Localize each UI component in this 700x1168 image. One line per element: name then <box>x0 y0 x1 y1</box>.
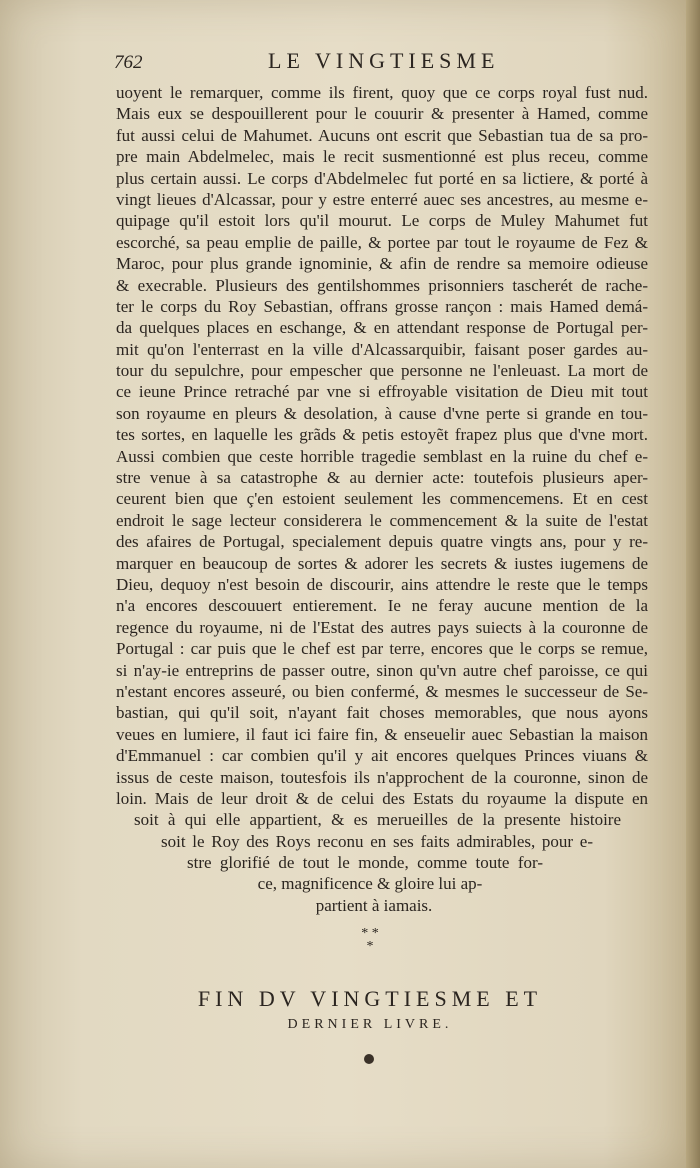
text-line: si n'ay-ie entreprins de passer outre, sinon qu'vn autre chef paroisse, ce qui <box>116 660 648 680</box>
text-line: issus de ceste maison, toutesfois ils n'approchent de la couronne, sinon de <box>116 767 648 787</box>
ink-dot-mark <box>364 1054 374 1064</box>
text-line: regence du royaume, ni de l'Estat des autres pays suiects à la couronne de <box>116 617 648 637</box>
text-line: quipage qu'il estoit lors qu'il mourut. Le corps de Muley Mahumet fut <box>116 211 648 231</box>
text-line: soit à qui elle appartient, & es merueilles de la presente histoire <box>134 810 621 830</box>
text-line: loin. Mais de leur droit & de celui des Estats du royaume la dispute en <box>116 788 648 808</box>
text-line: ceurent bien que ç'en estoient seulement les commencemens. Et en cest <box>116 489 648 509</box>
text-line: & execrable. Plusieurs des gentilshommes prisonniers tascherét de rache- <box>116 275 648 295</box>
text-line: d'Emmanuel : car combien qu'il y ait encores quelques Princes viuans & <box>116 746 648 766</box>
text-line: bastian, qui qu'il soit, n'ayant fait choses memorables, que nous ayons <box>116 703 648 723</box>
text-line: marquer en beaucoup de sortes & adorer les secrets & iustes iugemens de <box>116 553 648 573</box>
text-line: pre main Abdelmelec, mais le recit susmentionné est plus receu, comme <box>116 147 648 167</box>
text-line: n'a encores descouuert entierement. Ie ne feray aucune mention de la <box>116 596 648 616</box>
running-head: LE VINGTIESME <box>268 48 500 73</box>
text-line: partient à iamais. <box>315 895 433 915</box>
colophon-subtitle: DERNIER LIVRE. <box>287 1017 453 1032</box>
text-line: tes sortes, en laquelle les grãds & petis estoyẽt frapez plus que d'vne mort. <box>116 425 648 445</box>
text-line: vingt lieues d'Alcassar, pour y estre enterré auec ses ancestres, au mesme e- <box>116 189 648 209</box>
text-line: plus certain aussi. Le corps d'Abdelmelec fut porté en sa lictiere, & porté à <box>116 168 648 188</box>
text-line: soit le Roy des Roys reconu en ses faits admirables, pour e- <box>161 831 593 851</box>
colophon-title: FIN DV VINGTIESME ET <box>197 986 543 1011</box>
text-line: uoyent le remarquer, comme ils firent, quoy que ce corps royal fust nud. <box>116 83 648 102</box>
text-line: endroit le sage lecteur considerera le commencement & la suite de l'estat <box>116 510 648 530</box>
text-line: fut aussi celui de Mahumet. Aucuns ont escrit que Sebastian tua de sa pro- <box>116 125 648 145</box>
text-line: mit qu'on l'enterrast en la ville d'Alcassarquibir, faisant poser gardes au- <box>116 339 648 359</box>
text-line: Maroc, pour plus grande ignominie, & afin de rendre sa memoire odieuse <box>116 254 648 274</box>
text-line: veues en lumiere, il faut ici faire fin, & enseuelir auec Sebastian la maison <box>116 724 648 744</box>
text-line: Aussi combien que ceste horrible tragedie semblast en la ruine du chef e- <box>116 446 648 466</box>
text-line: des afaires de Portugal, specialement depuis quatre vingts ans, pour y re- <box>116 532 648 552</box>
text-line: Mais eux se despouillerent pour le couurir & presenter à Hamed, comme <box>116 104 648 124</box>
ornament-star-bottom: * <box>366 939 374 954</box>
text-line: ce ieune Prince retraché par vne si effroyable visitation de Dieu mit tout <box>116 382 648 402</box>
text-line: stre venue à sa catastrophe & au dernier acte: toutefois plusieurs aper- <box>116 468 648 488</box>
text-line: stre glorifié de tout le monde, comme toute for- <box>187 853 543 873</box>
text-line: n'estant encores asseuré, ou bien confermé, & mesmes le successeur de Se- <box>116 681 648 701</box>
text-line: ter le corps du Roy Sebastian, offrans grosse rançon : mais Hamed demá- <box>116 296 648 316</box>
page-edge <box>686 0 700 1168</box>
text-line: tour du sepulchre, pour empescher que personne ne l'enleuast. La mort de <box>116 361 648 381</box>
body-text <box>116 82 648 916</box>
text-line: ce, magnificence & gloire lui ap- <box>257 874 483 894</box>
text-line: Dieu, dequoy n'est besoin de discourir, ains attendre le reste que le temps <box>116 574 648 594</box>
text-line: da quelques places en eschange, & en attendant response de Portugal per- <box>116 318 648 338</box>
page-number: 762 <box>114 52 143 73</box>
text-line: escorché, sa peau emplie de paille, & portee par tout le royaume de Fez & <box>116 232 648 252</box>
ornament-stars-top: * * <box>361 926 379 941</box>
text-line: Portugal : car puis que le chef est par terre, encores que le corps se remue, <box>116 639 648 659</box>
text-line: son royaume en pleurs & desolation, à cause d'vne perte si grande en tou- <box>116 403 648 423</box>
